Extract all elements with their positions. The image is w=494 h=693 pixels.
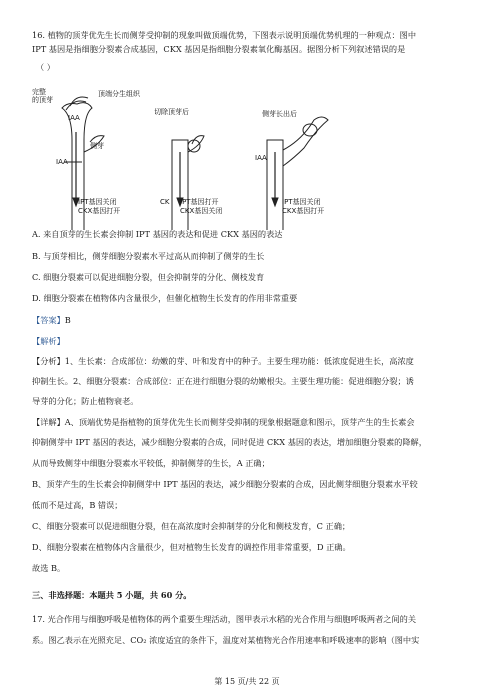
detail-line3: 从而导致侧芽中细胞分裂素水平较低，抑制侧芽的生长，A 正确； (32, 458, 270, 468)
label-iaa-right: IAA (255, 154, 267, 162)
apical-dominance-figure (32, 80, 362, 230)
label-ck: CK (160, 198, 170, 206)
detail-b2: 低而不是过高，B 错误； (32, 500, 123, 510)
detail-line2: 抑制侧芽中 IPT 基因的表达，减少细胞分裂素的合成，同时促进 CKX 基因的表达，增加细胞分裂素的降解， (32, 437, 427, 447)
detail-text1: A、顶端优势是指植物的顶芽优先生长而侧芽受抑制的现象根据题意和图示，顶芽产生的生长素会 (64, 417, 415, 427)
fenxi-tag: 【分析】 (32, 356, 65, 366)
label-ckx-off-2: CKX基因关闭 (180, 207, 223, 215)
label-meristem: 顶端分生组织 (98, 90, 140, 98)
answer-value: B (64, 315, 71, 325)
analysis-line (32, 336, 464, 347)
fenxi-line3: 导芽的分化；防止植物衰老。 (32, 396, 139, 406)
label-ipt-off-1: IPT基因关闭 (78, 198, 117, 206)
option-b: B. 与顶芽相比，侧芽细胞分裂素水平过高从而抑制了侧芽的生长 (32, 251, 265, 261)
page-footer: 第 15 页/共 22 页 (214, 677, 280, 686)
fenxi-line1 (32, 356, 464, 367)
fenxi-text1: 1、生长素：合成部位：幼嫩的芽、叶和发育中的种子。主要生理功能：低浓度促进生长，高浓度 (64, 356, 414, 366)
label-iaa-top: IAA (68, 114, 80, 122)
option-a: A. 来自顶芽的生长素会抑制 IPT 基因的表达和促进 CKX 基因的表达 (32, 229, 283, 239)
q16-line2: IPT 基因是指细胞分裂素合成基因，CKX 基因是指细胞分裂素氧化酶基因。据图分析下列叙述错误的是 (32, 44, 406, 54)
fenxi-line2: 抑制生长。2、细胞分裂素：合成部位：正在进行细胞分裂的幼嫩根尖。主要生理功能：促进细胞分裂；诱 (32, 376, 414, 386)
label-lateral-grow: 侧芽长出后 (262, 110, 297, 118)
label-ipt-on-2: IPT基因打开 (180, 198, 219, 206)
option-d: D. 细胞分裂素在植物体内含量很少，但催化植物生长发育的作用非常重要 (32, 293, 298, 303)
label-ipt-off-3: IPT基因关闭 (282, 198, 321, 206)
answer-tag: 【答案】 (32, 315, 65, 325)
label-iaa-mid: IAA (56, 158, 68, 166)
label-removed-top: 切除顶芽后 (154, 108, 189, 116)
label-ckx-on-1: CKX基因打开 (78, 207, 121, 215)
label-complete-2: 的顶芽 (32, 96, 53, 104)
label-complete: 完整 (32, 88, 46, 96)
q16-line3: （ ） (36, 62, 55, 72)
label-lateral-bud: 侧芽 (90, 142, 104, 150)
detail-d1: D、细胞分裂素在植物体内含量很少，但对植物生长发育的调控作用非常重要，D 正确。 (32, 542, 351, 552)
q16-line1: 16. 植物的顶芽优先生长而侧芽受抑制的现象叫做顶端优势，下图表示说明顶端优势机理的一种观点：图中 (32, 30, 417, 40)
label-ckx-on-3: CKX基因打开 (282, 207, 325, 215)
detail-tag: 【详解】 (32, 417, 65, 427)
detail-b1: B、顶芽产生的生长素会抑制侧芽中 IPT 基因的表达，减少细胞分裂素的合成，因此侧芽细胞分裂素水平较 (32, 479, 418, 489)
conclusion: 故选 B。 (32, 563, 66, 573)
answer-line (32, 315, 464, 326)
option-c: C. 细胞分裂素可以促进细胞分裂，但会抑制芽的分化、侧枝发育 (32, 272, 265, 282)
analysis-tag: 【解析】 (32, 336, 65, 346)
q17-line2: 系。图乙表示在光照充足、CO₂ 浓度适宜的条件下，温度对某植物光合作用速率和呼吸速率的影响（图中实 (32, 635, 420, 645)
detail-line1 (32, 417, 464, 428)
plant-2 (172, 136, 204, 230)
detail-c1: C、细胞分裂素可以促进细胞分裂，但在高浓度时会抑制芽的分化和侧枝发育，C 正确； (32, 521, 351, 531)
section3-title: 三、非选择题：本题共 5 小题，共 60 分。 (32, 590, 192, 600)
q17-line1: 17. 光合作用与细胞呼吸是植物体的两个重要生理活动，图甲表示水稻的光合作用与细胞呼吸两者之间的关 (32, 614, 417, 624)
